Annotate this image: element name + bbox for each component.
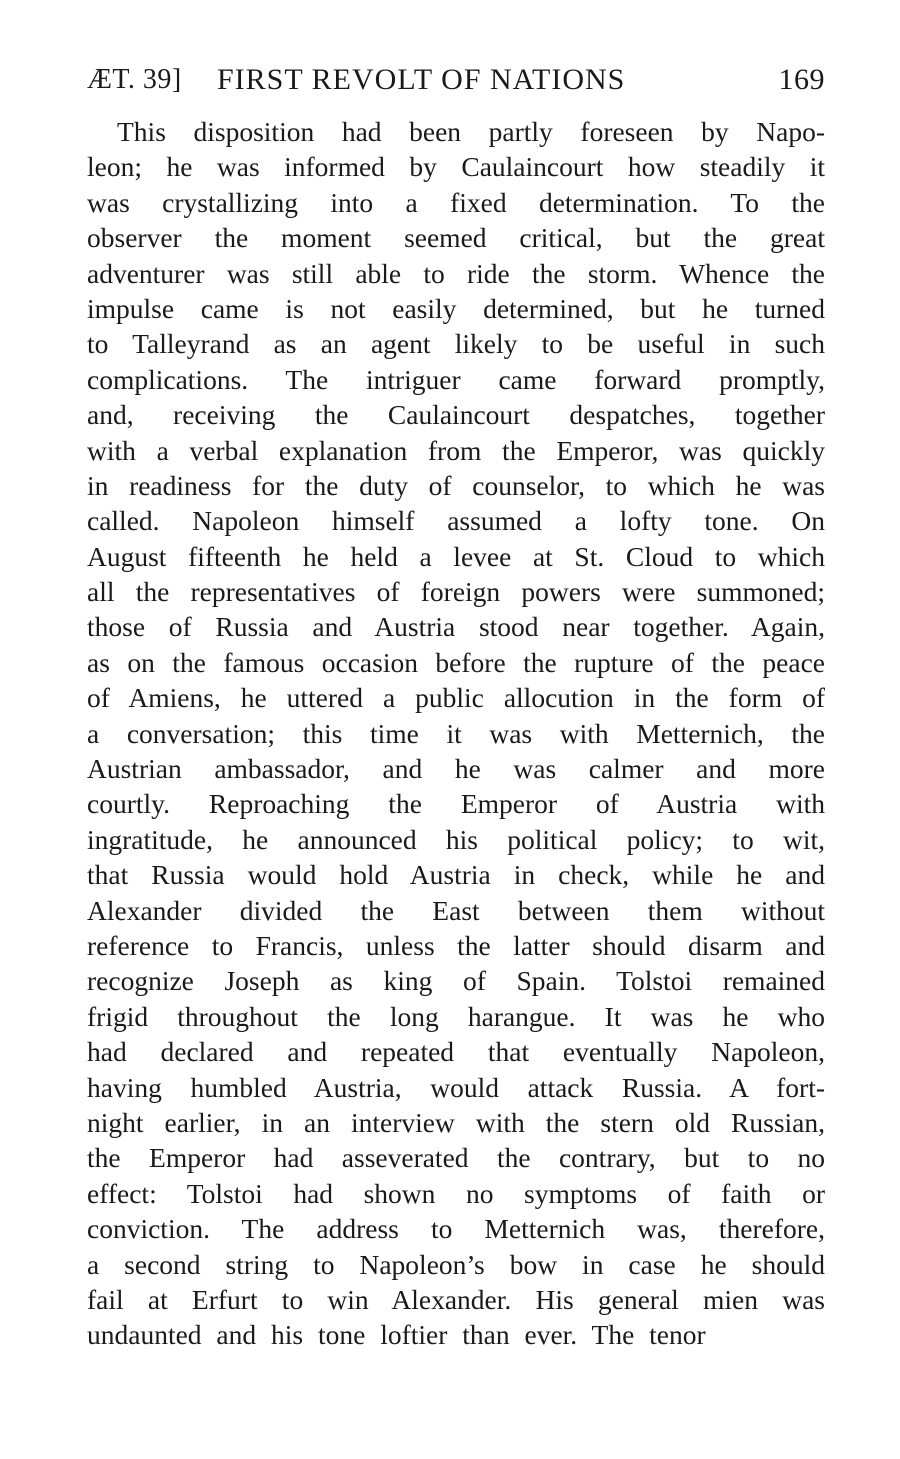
text-line: conviction. The address to Metternich was, therefore, bbox=[87, 1213, 825, 1245]
text-line: that Russia would hold Austria in check, while he and bbox=[87, 859, 825, 891]
text-line: courtly. Reproaching the Emperor of Austria with bbox=[87, 788, 825, 820]
text-line: undaunted and his tone loftier than ever. The tenor bbox=[87, 1319, 706, 1351]
text-line: fail at Erfurt to win Alexander. His general mien was bbox=[87, 1283, 825, 1315]
text-line: recognize Joseph as king of Spain. Tolstoi remained bbox=[87, 965, 825, 997]
text-line: Austrian ambassador, and he was calmer and more bbox=[87, 753, 825, 785]
text-line: Alexander divided the East between them without bbox=[87, 894, 825, 926]
text-line: adventurer was still able to ride the storm. Whence the bbox=[87, 257, 825, 289]
text-line: a second string to Napoleon’s bow in case he should bbox=[87, 1248, 825, 1280]
body-paragraph bbox=[87, 114, 825, 1353]
text-line: effect: Tolstoi had shown no symptoms of faith or bbox=[87, 1177, 825, 1209]
text-line: those of Russia and Austria stood near together. Again, bbox=[87, 611, 825, 643]
text-line: impulse came is not easily determined, but he turned bbox=[87, 292, 825, 324]
text-line: reference to Francis, unless the latter should disarm and bbox=[87, 929, 825, 961]
text-line: leon; he was informed by Caulaincourt how steadily it bbox=[87, 151, 825, 183]
text-line: observer the moment seemed critical, but the great bbox=[87, 222, 825, 254]
text-line: night earlier, in an interview with the stern old Russian, bbox=[87, 1106, 825, 1138]
text-line: as on the famous occasion before the rupture of the peace bbox=[87, 646, 825, 678]
text-line: the Emperor had asseverated the contrary, but to no bbox=[87, 1142, 825, 1174]
header-age-marker: ÆT. 39] bbox=[87, 64, 182, 95]
text-line: having humbled Austria, would attack Russia. A fort- bbox=[87, 1071, 825, 1103]
running-header bbox=[87, 60, 825, 100]
text-line: called. Napoleon himself assumed a lofty tone. On bbox=[87, 505, 825, 537]
text-line: with a verbal explanation from the Emperor, was quickly bbox=[87, 434, 825, 466]
header-chapter-title: FIRST REVOLT OF NATIONS bbox=[217, 63, 626, 96]
text-line: and, receiving the Caulaincourt despatches, together bbox=[87, 399, 825, 431]
text-line: in readiness for the duty of counselor, to which he was bbox=[87, 469, 825, 501]
text-line: frigid throughout the long harangue. It was he who bbox=[87, 1000, 825, 1032]
page-number: 169 bbox=[778, 63, 825, 96]
text-line: complications. The intriguer came forward promptly, bbox=[87, 363, 825, 395]
text-line: August fifteenth he held a levee at St. Cloud to which bbox=[87, 540, 825, 572]
text-line: a conversation; this time it was with Metternich, the bbox=[87, 717, 825, 749]
text-line: all the representatives of foreign powers were summoned; bbox=[87, 576, 825, 608]
text-line: had declared and repeated that eventually Napoleon, bbox=[87, 1036, 825, 1068]
text-line: ingratitude, he announced his political policy; to wit, bbox=[87, 823, 825, 855]
book-page bbox=[87, 60, 825, 1353]
text-line: was crystallizing into a fixed determination. To the bbox=[87, 186, 825, 218]
text-line: of Amiens, he uttered a public allocution in the form of bbox=[87, 682, 825, 714]
text-line: This disposition had been partly foreseen by Napo- bbox=[117, 116, 825, 147]
text-line: to Talleyrand as an agent likely to be useful in such bbox=[87, 328, 825, 360]
